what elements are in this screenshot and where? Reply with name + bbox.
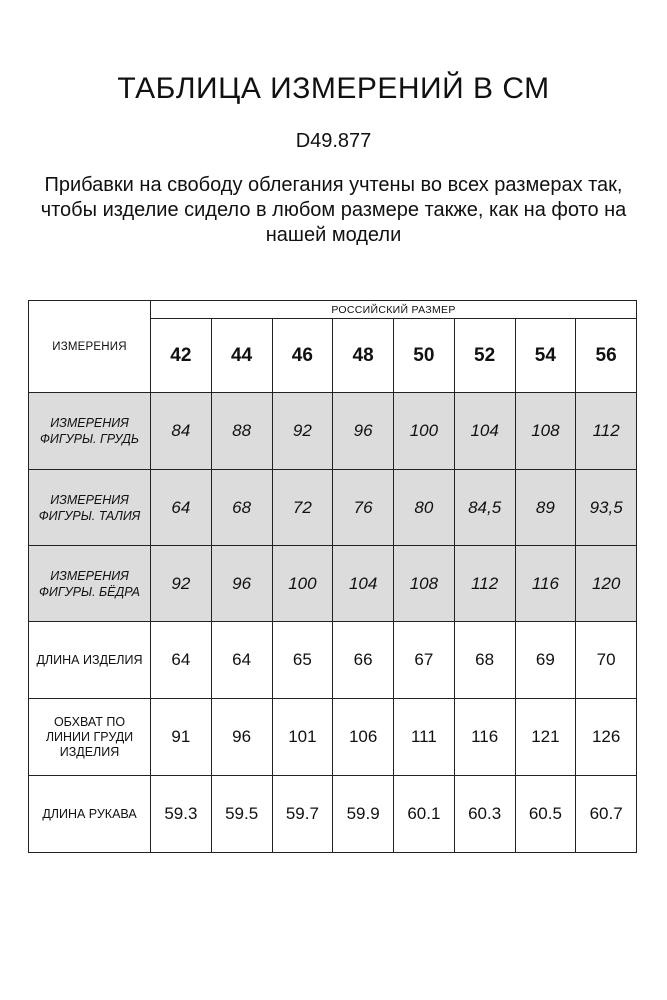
russian-size-header: РОССИЙСКИЙ РАЗМЕР [151,301,637,319]
table-cell: 121 [515,699,576,776]
table-row [29,546,637,622]
table-cell: 89 [515,470,576,546]
table-cell: 104 [333,546,394,622]
table-cell: 96 [211,546,272,622]
table-cell: 68 [211,470,272,546]
table-cell: 59.7 [272,776,333,853]
table-cell: 108 [515,393,576,470]
table-cell: 64 [211,622,272,699]
table-cell: 96 [333,393,394,470]
table-cell: 60.3 [454,776,515,853]
table-cell: 104 [454,393,515,470]
table-cell: 65 [272,622,333,699]
table-cell: 101 [272,699,333,776]
table-cell: 64 [151,470,212,546]
size-table [28,300,637,853]
table-row [29,776,637,853]
table-cell: 96 [211,699,272,776]
size-header: 52 [454,319,515,393]
table-cell: 60.5 [515,776,576,853]
table-cell: 67 [394,622,455,699]
row-label: ДЛИНА ИЗДЕЛИЯ [29,622,151,699]
table-cell: 92 [272,393,333,470]
table-row [29,470,637,546]
table-cell: 111 [394,699,455,776]
table-cell: 116 [515,546,576,622]
table-cell: 59.5 [211,776,272,853]
table-cell: 59.9 [333,776,394,853]
size-header: 46 [272,319,333,393]
table-cell: 84 [151,393,212,470]
table-cell: 60.7 [576,776,637,853]
size-header: 56 [576,319,637,393]
table-cell: 80 [394,470,455,546]
table-row [29,699,637,776]
table-cell: 88 [211,393,272,470]
size-header: 50 [394,319,455,393]
size-header: 48 [333,319,394,393]
row-label: ИЗМЕРЕНИЯ ФИГУРЫ. БЁДРА [29,546,151,622]
product-code: D49.877 [295,130,372,152]
row-label: ИЗМЕРЕНИЯ ФИГУРЫ. ТАЛИЯ [29,470,151,546]
table-cell: 60.1 [394,776,455,853]
measurements-header: ИЗМЕРЕНИЯ [29,301,151,393]
table-cell: 70 [576,622,637,699]
table-cell: 72 [272,470,333,546]
table-cell: 100 [394,393,455,470]
page-title: ТАБЛИЦА ИЗМЕРЕНИЙ В СМ [117,72,550,105]
size-header: 44 [211,319,272,393]
table-cell: 126 [576,699,637,776]
table-cell: 69 [515,622,576,699]
row-label: ОБХВАТ ПО ЛИНИИ ГРУДИ ИЗДЕЛИЯ [29,699,151,776]
table-cell: 76 [333,470,394,546]
table-cell: 64 [151,622,212,699]
table-cell: 112 [454,546,515,622]
table-cell: 84,5 [454,470,515,546]
table-cell: 112 [576,393,637,470]
table-cell: 100 [272,546,333,622]
table-cell: 68 [454,622,515,699]
table-cell: 120 [576,546,637,622]
table-cell: 92 [151,546,212,622]
table-row [29,393,637,470]
row-label: ИЗМЕРЕНИЯ ФИГУРЫ. ГРУДЬ [29,393,151,470]
table-cell: 66 [333,622,394,699]
table-row [29,622,637,699]
table-cell: 116 [454,699,515,776]
size-header: 54 [515,319,576,393]
table-cell: 91 [151,699,212,776]
table-cell: 93,5 [576,470,637,546]
row-label: ДЛИНА РУКАВА [29,776,151,853]
fit-note: Прибавки на свободу облегания учтены во всех размерах так, чтобы изделие сидело в любом размере также, как на фото на нашей модели [40,174,627,246]
table-cell: 59.3 [151,776,212,853]
table-cell: 108 [394,546,455,622]
table-cell: 106 [333,699,394,776]
size-header: 42 [151,319,212,393]
